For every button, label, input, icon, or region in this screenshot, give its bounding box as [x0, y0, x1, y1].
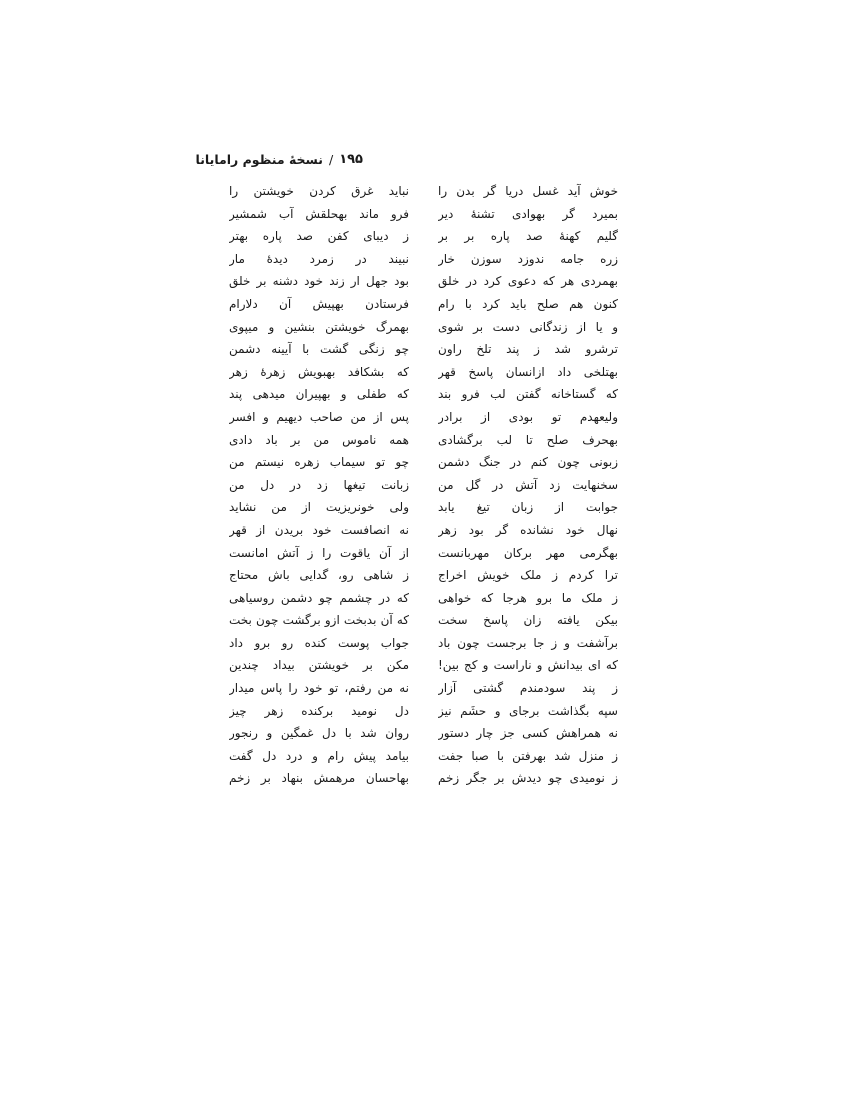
left-hemistich-line: روان شد با دل غمگین و رنجور — [229, 726, 409, 741]
right-hemistich-line: ولیعهدم تو بودی از برادر — [438, 409, 618, 424]
right-hemistich-line: بمیرد گر بهوادی تشنهٔ دیر — [438, 206, 618, 221]
left-hemistich-line: ز شاهی رو، گدایی باش محتاج — [229, 568, 409, 583]
right-hemistich-line: زره جامه ندوزد سوزن خار — [438, 251, 618, 266]
left-hemistich-line: بهمرگ خویشتن بنشین و میپوی — [229, 319, 409, 334]
right-hemistich-line: ترشرو شد ز پند تلخ راون — [438, 342, 618, 357]
left-hemistich-line: جواب پوست کنده رو برو داد — [229, 635, 409, 650]
right-hemistich-line: جوابت از زبان تیغ یابد — [438, 500, 618, 515]
left-hemistich-line: نباید غرق کردن خویشتن را — [229, 184, 409, 198]
left-hemistich-line: پس از من صاحب دیهیم و افسر — [229, 409, 409, 424]
left-hemistich-line: که در چشمم چو دشمن روسیاهی — [229, 590, 409, 605]
right-hemistich-line: سخنهایت زد آتش در گل من — [438, 477, 618, 492]
left-hemistich-line: دل نومید برکنده زهر چیز — [229, 703, 409, 718]
left-hemistich-line: همه ناموس من بر باد دادی — [229, 432, 409, 447]
header-separator: / — [328, 151, 334, 167]
page-number: ۱۹۵ — [339, 151, 363, 167]
right-hemistich-line: گلیم کهنهٔ صد پاره بر بر — [438, 229, 618, 244]
right-hemistich-line: بهگرمی مهر برکان مهربانست — [438, 545, 618, 560]
left-hemistich-line: از آن یاقوت را ز آتش امانست — [229, 545, 409, 560]
left-hemistich-line: ز دیبای کفن صد پاره بهتر — [229, 229, 409, 244]
right-hemistich-line: نه همراهش کسی جز چار دستور — [438, 726, 618, 741]
left-hemistich-line: ولی خونریزیت از من نشاید — [229, 500, 409, 515]
right-hemistich-line: ز منزل شد بهرفتن با صبا جفت — [438, 748, 618, 763]
right-hemistich-line: بیکن یافته زان پاسخ سخت — [438, 613, 618, 628]
left-hemistich-line: نه من رفتم، تو خود را پاس میدار — [229, 681, 409, 696]
running-header — [195, 148, 363, 170]
right-hemistich-line: که ای بیدانش و ناراست و کج بین! — [438, 658, 618, 673]
left-hemistich-line: بود جهل ار زند خود دشنه بر خلق — [229, 274, 409, 289]
poem-column-left — [229, 180, 409, 790]
right-hemistich-line: ز پند سودمندم گشتی آزار — [438, 681, 618, 696]
right-hemistich-line: ترا کردم ز ملک خویش اخراج — [438, 568, 618, 583]
left-hemistich-line: فرو ماند بهحلقش آب شمشیر — [229, 206, 409, 221]
right-hemistich-line: که گستاخانه گفتن لب فرو بند — [438, 387, 618, 402]
left-hemistich-line: زبانت تیغها زد در دل من — [229, 477, 409, 492]
left-hemistich-line: نبیند در زمرد دیدهٔ مار — [229, 251, 409, 266]
left-hemistich-line: مکن بر خویشتن بیداد چندین — [229, 658, 409, 673]
right-hemistich-line: نهال خود نشانده گر بود زهر — [438, 522, 618, 537]
left-hemistich-line: که بشکافد بهبویش زهرهٔ زهر — [229, 364, 409, 379]
right-hemistich-line: خوش آید غسل دریا گر بدن را — [438, 184, 618, 198]
left-hemistich-line: فرستادن بهپیش آن دلارام — [229, 296, 409, 311]
right-hemistich-line: بهمردی هر که دعوی کرد در خلق — [438, 274, 618, 289]
left-hemistich-line: بهاحسان مرهمش بنهاد بر زخم — [229, 771, 409, 786]
left-hemistich-line: بیامد پیش رام و درد دل گفت — [229, 748, 409, 763]
left-hemistich-line: نه انصافست خود بریدن از قهر — [229, 522, 409, 537]
poem-column-right — [438, 180, 618, 790]
right-hemistich-line: ز ملک ما برو هرجا که خواهی — [438, 590, 618, 605]
right-hemistich-line: ز نومیدی چو دیدش بر جگر زخم — [438, 771, 618, 786]
book-title: نسخهٔ منظوم رامایانا — [195, 151, 323, 167]
right-hemistich-line: و یا از زندگانی دست بر شوی — [438, 319, 618, 334]
right-hemistich-line: کنون هم صلح باید کرد با رام — [438, 296, 618, 311]
right-hemistich-line: بهتلخی داد ازانسان پاسخ قهر — [438, 364, 618, 379]
right-hemistich-line: بهحرف صلح تا لب برگشادی — [438, 432, 618, 447]
left-hemistich-line: که طفلی و بهپیران میدهی پند — [229, 387, 409, 402]
right-hemistich-line: برآشفت و ز جا برجست چون باد — [438, 635, 618, 650]
right-hemistich-line: سپه بگذاشت برجای و حشَم نیز — [438, 703, 618, 718]
right-hemistich-line: زبونی چون کنم در جنگ دشمن — [438, 455, 618, 470]
left-hemistich-line: چو تو سیماب زهره نیستم من — [229, 455, 409, 470]
left-hemistich-line: که آن بدبخت ازو برگشت چون بخت — [229, 613, 409, 628]
left-hemistich-line: چو زنگی گشت با آیینه دشمن — [229, 342, 409, 357]
